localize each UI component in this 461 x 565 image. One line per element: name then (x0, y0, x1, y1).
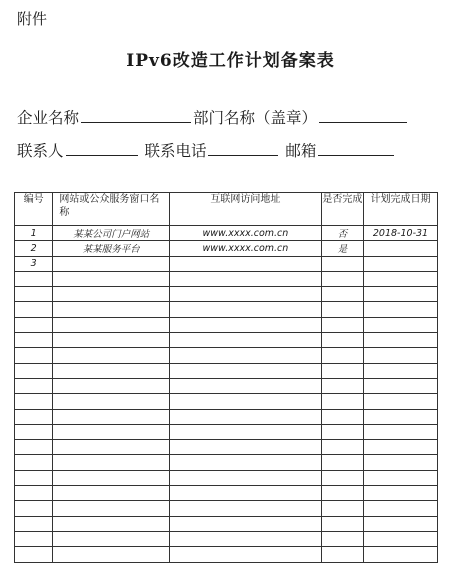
department-label: 部门名称（盖章） (193, 109, 318, 127)
cell-url[interactable] (170, 531, 322, 546)
cell-url[interactable] (170, 287, 322, 302)
cell-site-name[interactable] (53, 440, 170, 455)
cell-url[interactable] (170, 363, 322, 378)
phone-field[interactable] (208, 154, 278, 156)
cell-planned-date[interactable] (363, 394, 437, 409)
table-row (15, 516, 438, 531)
cell-completed[interactable]: 是 (321, 241, 363, 256)
table-row (15, 486, 438, 501)
cell-planned-date[interactable] (363, 271, 437, 286)
cell-completed[interactable] (321, 287, 363, 302)
table-row (15, 302, 438, 317)
cell-number[interactable]: 2 (15, 241, 53, 256)
cell-planned-date[interactable] (363, 241, 437, 256)
cell-planned-date[interactable] (363, 378, 437, 393)
cell-site-name[interactable] (53, 363, 170, 378)
table-row (15, 256, 438, 271)
table-row (15, 271, 438, 286)
cell-completed[interactable] (321, 317, 363, 332)
cell-planned-date[interactable]: 2018-10-31 (363, 226, 437, 241)
cell-planned-date[interactable] (363, 440, 437, 455)
cell-url[interactable] (170, 302, 322, 317)
table-row (15, 348, 438, 363)
table-row (15, 501, 438, 516)
cell-planned-date[interactable] (363, 363, 437, 378)
cell-planned-date[interactable] (363, 501, 437, 516)
email-field[interactable] (318, 154, 394, 156)
cell-number[interactable] (15, 394, 53, 409)
table-row (15, 333, 438, 348)
table-row (15, 409, 438, 424)
cell-site-name[interactable] (53, 547, 170, 562)
cell-completed[interactable] (321, 531, 363, 546)
header-number: 编号 (15, 193, 53, 226)
cell-url[interactable] (170, 470, 322, 485)
cell-url[interactable] (170, 424, 322, 439)
filing-table (14, 192, 438, 563)
cell-completed[interactable] (321, 547, 363, 562)
cell-number[interactable] (15, 317, 53, 332)
cell-url[interactable] (170, 348, 322, 363)
contact-field[interactable] (66, 154, 138, 156)
cell-number[interactable] (15, 470, 53, 485)
cell-url[interactable] (170, 455, 322, 470)
cell-number[interactable] (15, 547, 53, 562)
cell-planned-date[interactable] (363, 516, 437, 531)
cell-url[interactable] (170, 516, 322, 531)
table-row (15, 241, 438, 256)
cell-planned-date[interactable] (363, 409, 437, 424)
company-line (17, 106, 409, 128)
table-row (15, 470, 438, 485)
table-row (15, 531, 438, 546)
cell-completed[interactable] (321, 394, 363, 409)
cell-completed[interactable] (321, 333, 363, 348)
cell-completed[interactable] (321, 455, 363, 470)
cell-url[interactable] (170, 486, 322, 501)
cell-number[interactable] (15, 455, 53, 470)
cell-site-name[interactable] (53, 394, 170, 409)
cell-number[interactable] (15, 333, 53, 348)
cell-site-name[interactable]: 某某服务平台 (53, 241, 170, 256)
cell-number[interactable] (15, 409, 53, 424)
company-field[interactable] (81, 121, 191, 123)
cell-site-name[interactable] (53, 256, 170, 271)
cell-url[interactable] (170, 547, 322, 562)
cell-completed[interactable] (321, 424, 363, 439)
cell-completed[interactable] (321, 302, 363, 317)
cell-url[interactable] (170, 317, 322, 332)
cell-url[interactable] (170, 333, 322, 348)
cell-completed[interactable] (321, 363, 363, 378)
cell-completed[interactable] (321, 486, 363, 501)
cell-planned-date[interactable] (363, 302, 437, 317)
cell-site-name[interactable] (53, 409, 170, 424)
phone-label: 联系电话 (144, 142, 207, 160)
cell-site-name[interactable] (53, 501, 170, 516)
header-site-name: 网站或公众服务窗口名称 (53, 193, 170, 226)
cell-number[interactable] (15, 486, 53, 501)
cell-url[interactable] (170, 256, 322, 271)
cell-planned-date[interactable] (363, 348, 437, 363)
table-row (15, 547, 438, 562)
company-label: 企业名称 (17, 109, 80, 127)
cell-site-name[interactable] (53, 531, 170, 546)
table-row (15, 394, 438, 409)
cell-number[interactable] (15, 271, 53, 286)
cell-completed[interactable]: 否 (321, 226, 363, 241)
cell-url[interactable] (170, 409, 322, 424)
contact-line (17, 139, 396, 161)
cell-number[interactable] (15, 302, 53, 317)
cell-site-name[interactable] (53, 302, 170, 317)
cell-number[interactable] (15, 516, 53, 531)
cell-planned-date[interactable] (363, 333, 437, 348)
cell-site-name[interactable] (53, 287, 170, 302)
cell-number[interactable] (15, 424, 53, 439)
cell-planned-date[interactable] (363, 424, 437, 439)
cell-site-name[interactable]: 某某公司门户网站 (53, 226, 170, 241)
cell-planned-date[interactable] (363, 256, 437, 271)
table-header-row (15, 193, 438, 226)
cell-planned-date[interactable] (363, 531, 437, 546)
cell-completed[interactable] (321, 440, 363, 455)
cell-completed[interactable] (321, 516, 363, 531)
header-planned-date: 计划完成日期 (363, 193, 437, 226)
cell-site-name[interactable] (53, 317, 170, 332)
cell-number[interactable] (15, 348, 53, 363)
cell-number[interactable] (15, 363, 53, 378)
cell-completed[interactable] (321, 348, 363, 363)
department-field[interactable] (319, 121, 407, 123)
cell-url[interactable] (170, 501, 322, 516)
cell-number[interactable] (15, 531, 53, 546)
cell-planned-date[interactable] (363, 287, 437, 302)
table-row (15, 363, 438, 378)
cell-site-name[interactable] (53, 271, 170, 286)
cell-number[interactable] (15, 287, 53, 302)
cell-completed[interactable] (321, 470, 363, 485)
cell-number[interactable]: 1 (15, 226, 53, 241)
cell-completed[interactable] (321, 256, 363, 271)
cell-number[interactable]: 3 (15, 256, 53, 271)
cell-site-name[interactable] (53, 348, 170, 363)
cell-url[interactable] (170, 394, 322, 409)
cell-url[interactable]: www.xxxx.com.cn (170, 226, 322, 241)
header-completed: 是否完成 (321, 193, 363, 226)
cell-completed[interactable] (321, 271, 363, 286)
table-row (15, 455, 438, 470)
contact-label: 联系人 (17, 142, 64, 160)
table-row (15, 378, 438, 393)
email-label: 邮箱 (285, 142, 317, 160)
cell-site-name[interactable] (53, 516, 170, 531)
table-row (15, 440, 438, 455)
cell-site-name[interactable] (53, 378, 170, 393)
table-row (15, 317, 438, 332)
cell-planned-date[interactable] (363, 455, 437, 470)
cell-site-name[interactable] (53, 424, 170, 439)
cell-number[interactable] (15, 378, 53, 393)
table-row (15, 424, 438, 439)
header-url: 互联网访问地址 (170, 193, 322, 226)
cell-planned-date[interactable] (363, 470, 437, 485)
cell-completed[interactable] (321, 409, 363, 424)
cell-number[interactable] (15, 440, 53, 455)
cell-site-name[interactable] (53, 455, 170, 470)
cell-site-name[interactable] (53, 486, 170, 501)
cell-site-name[interactable] (53, 470, 170, 485)
cell-number[interactable] (15, 501, 53, 516)
cell-url[interactable]: www.xxxx.com.cn (170, 241, 322, 256)
attachment-label: 附件 (17, 10, 48, 28)
cell-url[interactable] (170, 440, 322, 455)
cell-completed[interactable] (321, 378, 363, 393)
cell-url[interactable] (170, 378, 322, 393)
table-row (15, 226, 438, 241)
page-title: IPv6改造工作计划备案表 (126, 51, 335, 71)
cell-site-name[interactable] (53, 333, 170, 348)
cell-url[interactable] (170, 271, 322, 286)
cell-completed[interactable] (321, 501, 363, 516)
cell-planned-date[interactable] (363, 547, 437, 562)
cell-planned-date[interactable] (363, 317, 437, 332)
table-row (15, 287, 438, 302)
cell-planned-date[interactable] (363, 486, 437, 501)
